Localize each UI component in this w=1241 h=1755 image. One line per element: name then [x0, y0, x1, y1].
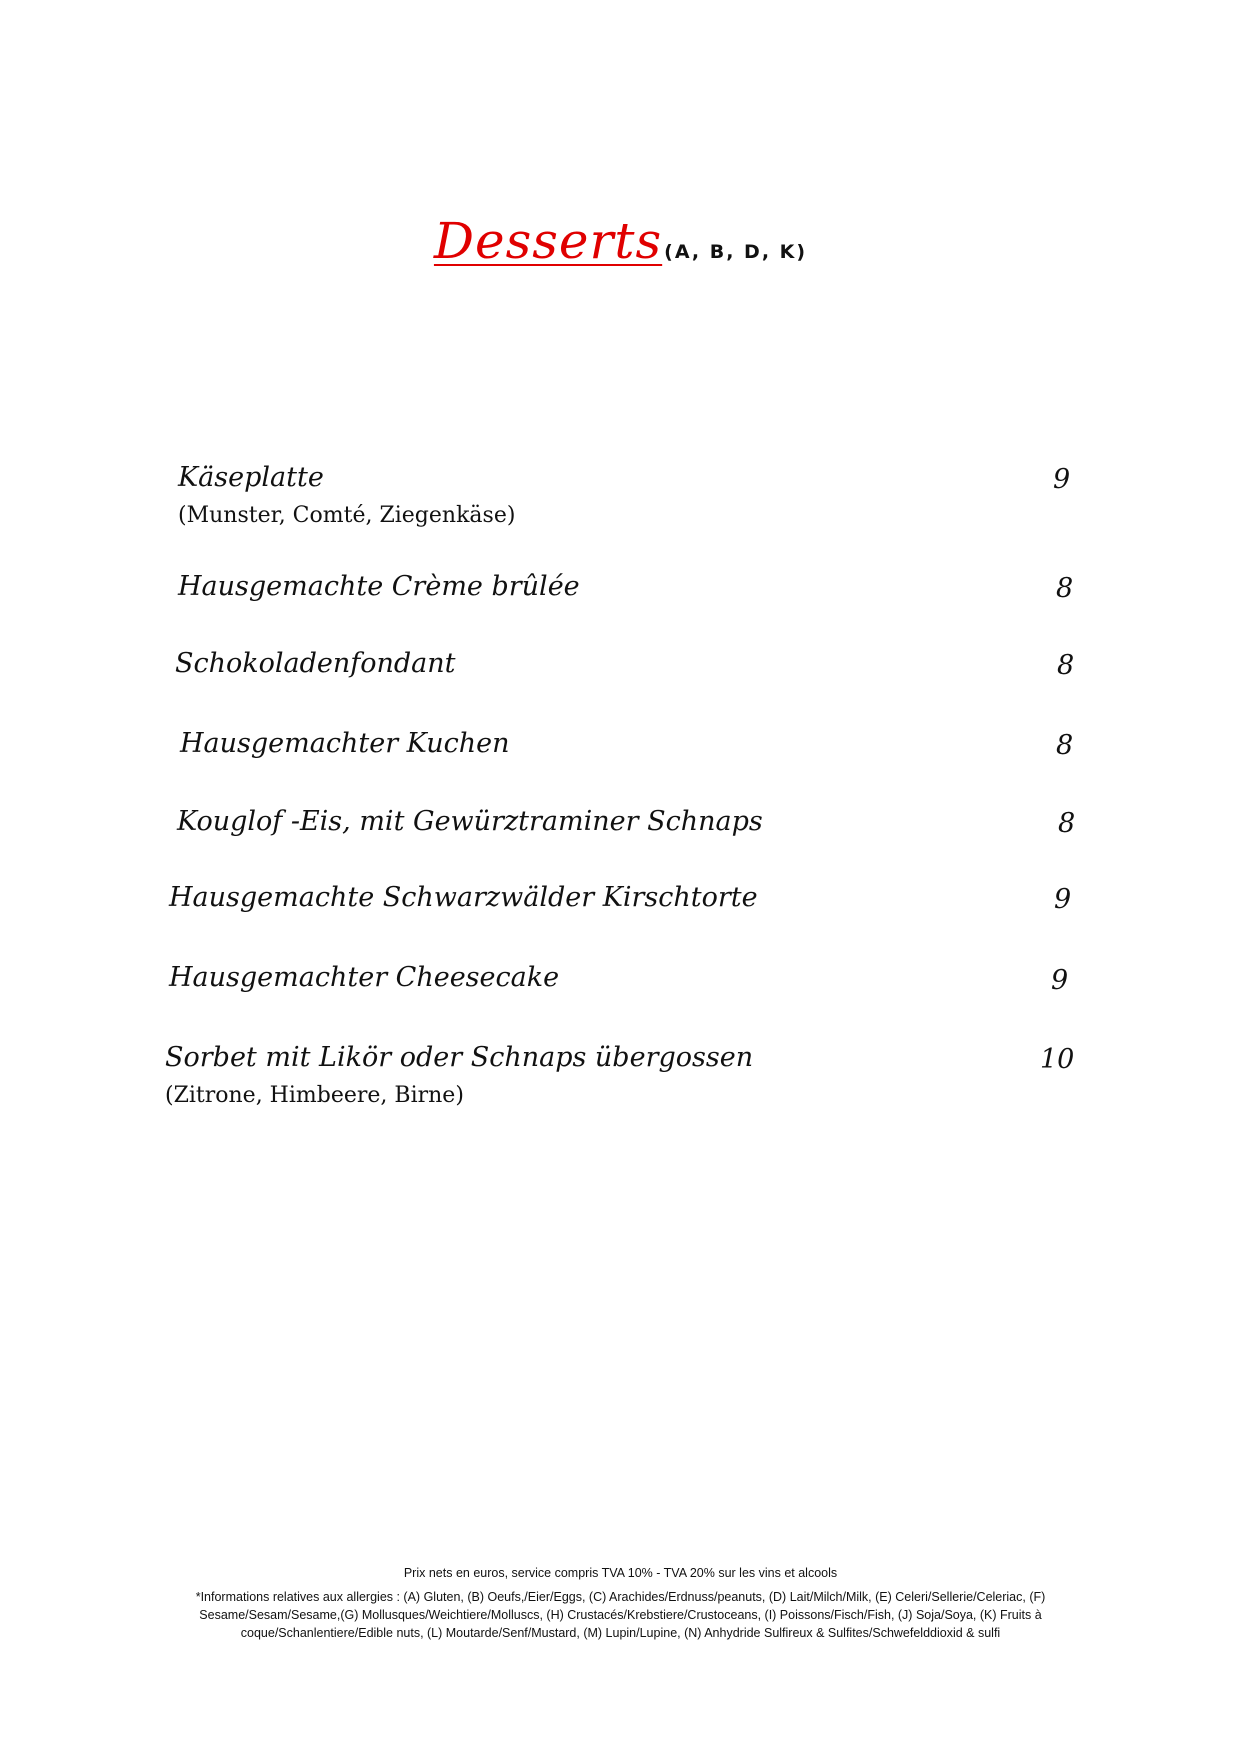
- item-price: 9: [1053, 464, 1071, 495]
- item-price: 8: [1056, 573, 1074, 604]
- footer: [0, 1566, 1241, 1642]
- menu-header: [0, 212, 1241, 270]
- item-description: (Zitrone, Himbeere, Birne): [165, 1083, 464, 1108]
- item-name: Sorbet mit Likör oder Schnaps übergossen: [165, 1042, 754, 1073]
- item-price: 8: [1056, 730, 1074, 761]
- item-price: 9: [1051, 965, 1069, 996]
- price-tax-note: Prix nets en euros, service compris TVA 10% - TVA 20% sur les vins et alcools: [403, 1566, 838, 1580]
- item-name: Käseplatte: [178, 462, 324, 493]
- item-name: Hausgemachte Crème brûlée: [178, 571, 580, 602]
- item-price: 8: [1057, 650, 1075, 681]
- title-allergen-codes: (A, B, D, K): [664, 241, 808, 263]
- page-title: Desserts: [433, 212, 663, 270]
- item-price: 9: [1054, 884, 1072, 915]
- item-name: Kouglof -Eis, mit Gewürztraminer Schnaps: [177, 806, 763, 837]
- allergy-information: *Informations relatives aux allergies : (A) Gluten, (B) Oeufs,/Eier/Eggs, (C) Arachides/Erdnuss/peanuts, (D) Lait/Milch/Milk, (E) Celeri/Sellerie/Celeriac, (F) Sesame/Sesam/Sesame,(G) Mollusques/Weichtiere/Molluscs, (H) Crustacés/Krebstiere/Crustoceans, (I) Poissons/Fisch/Fish, (J) Soja/Soya, (K) Fruits à coque/Schanlentiere/Edible nuts, (L) Moutarde/Senf/Mustard, (M) Lupin/Lupine, (N) Anhydride Sulfireux & Sulfites/Schwefelddioxid & sulfi: [195, 1590, 1046, 1640]
- item-name: Schokoladenfondant: [175, 648, 456, 679]
- item-name: Hausgemachter Cheesecake: [169, 962, 560, 993]
- item-price: 8: [1058, 808, 1076, 839]
- item-description: (Munster, Comté, Ziegenkäse): [178, 503, 516, 528]
- item-price: 10: [1040, 1044, 1075, 1075]
- item-name: Hausgemachter Kuchen: [180, 728, 510, 759]
- item-name: Hausgemachte Schwarzwälder Kirschtorte: [169, 882, 758, 913]
